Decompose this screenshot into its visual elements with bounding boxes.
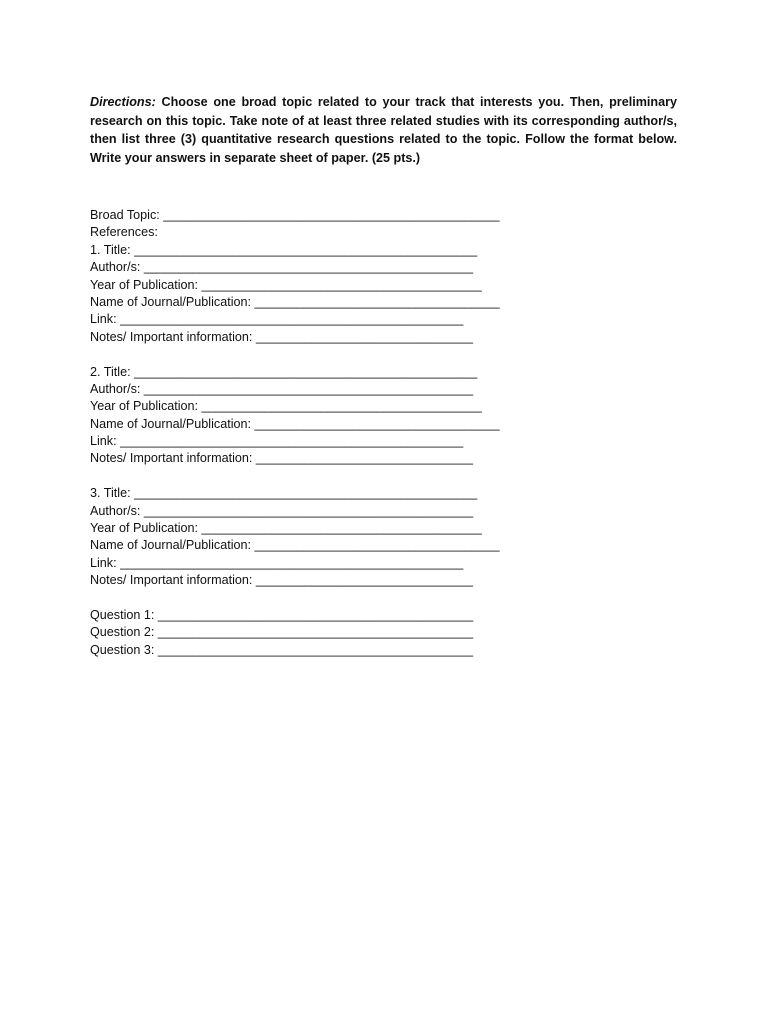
spacer — [90, 590, 510, 607]
ref1-author-line: Author/s: _______________________________________________ — [90, 260, 474, 275]
ref3-link-line: Link: _________________________________________________ — [90, 555, 464, 570]
ref3-journal-line: Name of Journal/Publication: ___________________________________ — [90, 538, 500, 553]
answer-format — [90, 207, 510, 659]
ref1-notes-line: Notes/ Important information: _______________________________ — [90, 329, 474, 344]
ref3-notes-line: Notes/ Important information: _______________________________ — [90, 573, 474, 588]
ref2-notes-line: Notes/ Important information: _______________________________ — [90, 451, 474, 466]
spacer — [90, 468, 510, 485]
question-3-line: Question 3: _____________________________________________ — [90, 642, 474, 657]
ref3-author-line: Author/s: _______________________________________________ — [90, 503, 474, 518]
ref2-title-line: 2. Title: _________________________________________________ — [90, 364, 478, 379]
directions-paragraph — [90, 93, 677, 167]
ref3-year-line: Year of Publication: ________________________________________ — [90, 521, 482, 536]
ref1-link-line: Link: _________________________________________________ — [90, 312, 464, 327]
ref1-year-line: Year of Publication: ________________________________________ — [90, 277, 482, 292]
question-2-line: Question 2: _____________________________________________ — [90, 625, 474, 640]
question-1-line: Question 1: _____________________________________________ — [90, 607, 474, 622]
ref3-title-line: 3. Title: _________________________________________________ — [90, 486, 478, 501]
ref2-link-line: Link: _________________________________________________ — [90, 434, 464, 449]
ref1-title-line: 1. Title: _________________________________________________ — [90, 242, 478, 257]
ref1-journal-line: Name of Journal/Publication: ___________________________________ — [90, 294, 500, 309]
directions-lead: Directions: — [90, 95, 156, 109]
ref2-author-line: Author/s: _______________________________________________ — [90, 381, 474, 396]
ref2-journal-line: Name of Journal/Publication: ___________________________________ — [90, 416, 500, 431]
spacer — [90, 346, 510, 363]
directions-text: Choose one broad topic related to your track that interests you. Then, preliminary research on this topic. Take note of at least three related studies with its corresponding author/s, then list three (3) quantitative research questions related to the topic. Follow the format below. Write your answers in separate sheet of paper. (25 pts.) — [90, 95, 677, 165]
ref2-year-line: Year of Publication: ________________________________________ — [90, 399, 482, 414]
references-heading: References: — [90, 225, 158, 240]
broad-topic-line: Broad Topic: ________________________________________________ — [90, 208, 500, 222]
